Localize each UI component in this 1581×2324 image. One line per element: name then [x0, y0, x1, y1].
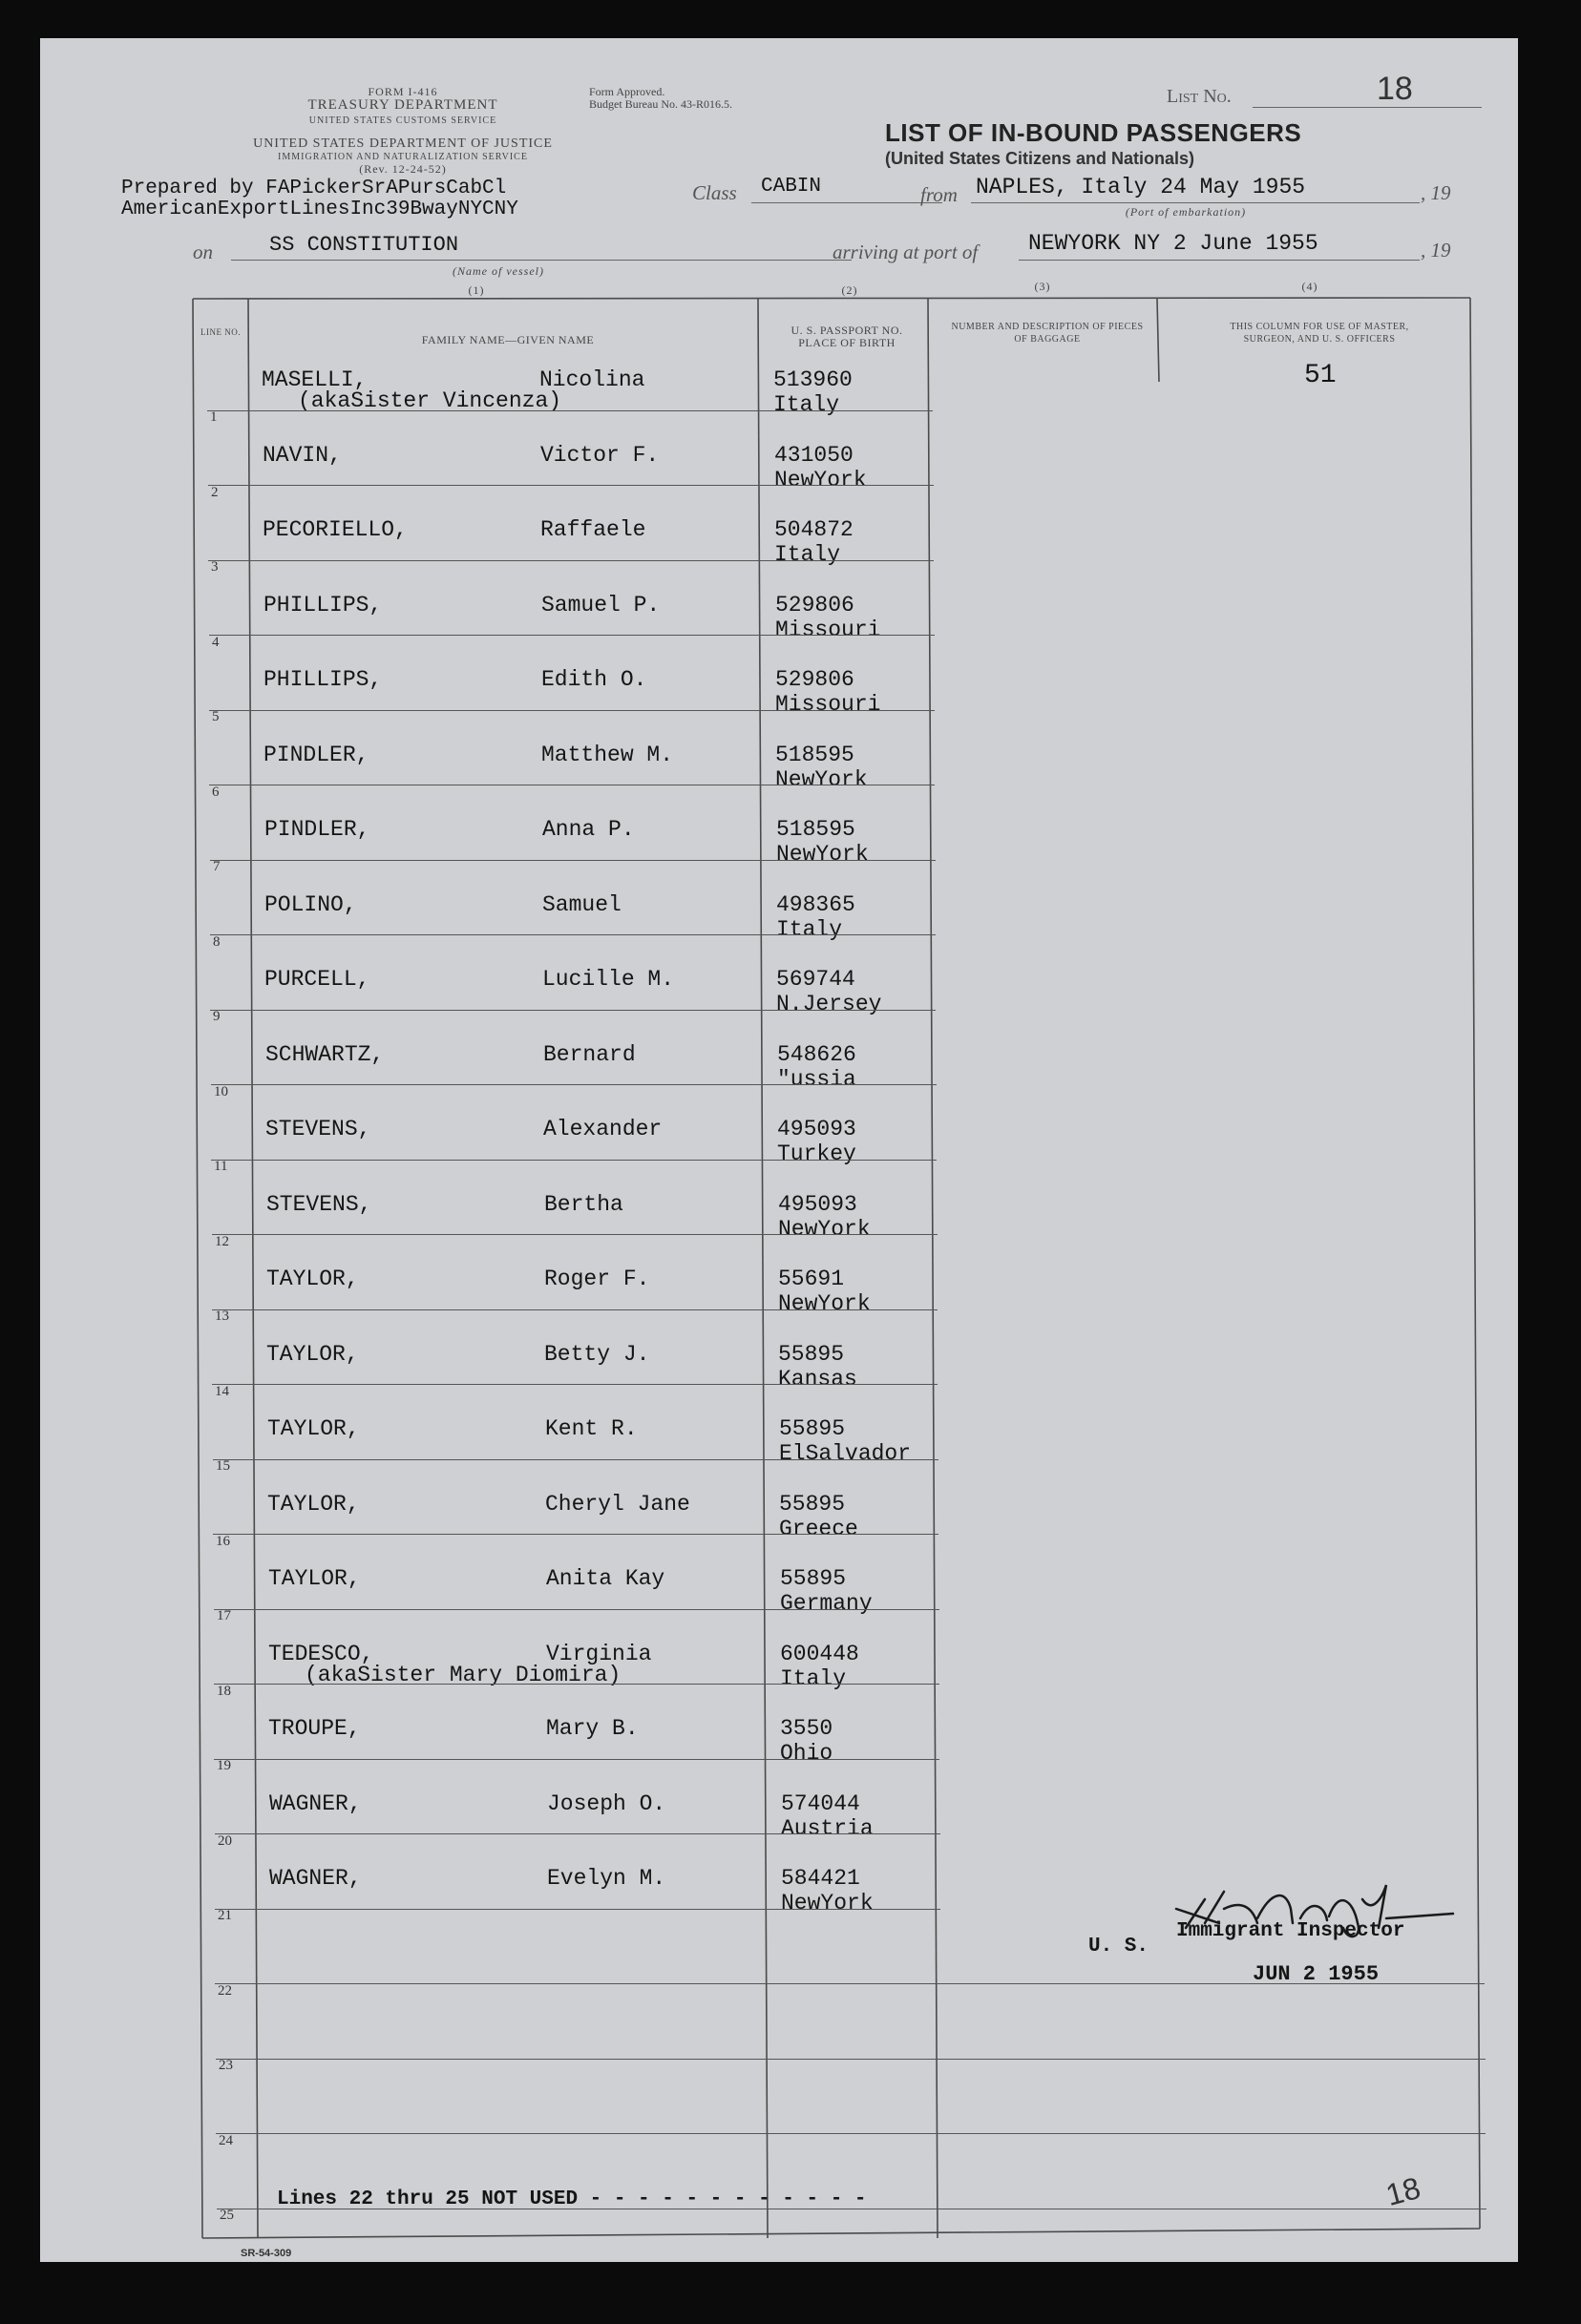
line-number: 10 [214, 1083, 228, 1099]
family-name: TAYLOR, [266, 1267, 359, 1291]
class-label: Class [692, 181, 737, 204]
line-number: 21 [218, 1908, 232, 1923]
line-number: 3 [211, 559, 219, 575]
from-label: from [920, 183, 958, 206]
birthplace: NewYork [778, 1291, 871, 1316]
family-name: PHILLIPS, [264, 592, 383, 618]
on-label: on [193, 241, 213, 263]
row-divider [208, 485, 934, 486]
line-number: 6 [212, 784, 220, 800]
manifest-page [40, 38, 1518, 2262]
passport-number: 504872 [774, 517, 854, 542]
family-name: PINDLER, [264, 742, 369, 767]
passport-number: 498365 [776, 891, 855, 917]
family-name: TEDESCO, [268, 1641, 374, 1666]
passport-number: 548626 [777, 1041, 856, 1067]
given-name: Kent R. [545, 1416, 638, 1441]
passport-number: 55691 [778, 1267, 845, 1291]
passport-number: 569744 [776, 967, 855, 992]
row-divider [216, 2133, 1486, 2134]
given-name: Cheryl Jane [545, 1491, 690, 1517]
line-number: 4 [212, 634, 220, 650]
ins-line: IMMIGRATION AND NATURALIZATION SERVICE [278, 152, 528, 162]
passport-number: 513960 [773, 367, 853, 392]
birthplace: Italy [773, 392, 840, 417]
line-number: 19 [217, 1758, 231, 1773]
col-num-3: (3) [1034, 280, 1051, 293]
customs-service: UNITED STATES CUSTOMS SERVICE [308, 115, 497, 126]
birthplace: Italy [776, 916, 843, 942]
header-passport: U. S. PASSPORT NO. PLACE OF BIRTH [790, 324, 903, 349]
family-name: SCHWARTZ, [265, 1041, 385, 1067]
form-approved: Form Approved. [589, 85, 665, 98]
given-name: Edith O. [541, 667, 647, 692]
passport-number: 518595 [775, 742, 854, 767]
page-title: LIST OF IN-BOUND PASSENGERS [885, 118, 1302, 147]
family-name: WAGNER, [269, 1790, 362, 1816]
row-divider [211, 1084, 937, 1085]
row-divider [214, 1759, 939, 1760]
family-name: STEVENS, [265, 1117, 371, 1141]
passport-number: 529806 [775, 592, 854, 618]
family-name: PURCELL, [264, 967, 370, 992]
given-name: Alexander [543, 1117, 663, 1141]
inspector-prefix: U. S. [1088, 1936, 1149, 1958]
not-used-note: Lines 22 thru 25 NOT USED - - - - - - - - - - - - [277, 2188, 867, 2210]
page-mark: 18 [1381, 2170, 1424, 2213]
birthplace: ElSalvador [779, 1441, 912, 1466]
list-no-label: List No. [1167, 86, 1232, 107]
given-name: Matthew M. [541, 742, 674, 767]
birthplace: Austria [781, 1815, 874, 1841]
budget-bureau: Budget Bureau No. 43-R016.5. [589, 97, 732, 111]
family-name: NAVIN, [263, 442, 342, 468]
row-divider [208, 560, 934, 561]
passport-number: 55895 [780, 1566, 847, 1591]
birthplace: Missouri [775, 692, 881, 717]
header-name: FAMILY NAME—GIVEN NAME [421, 333, 595, 346]
line-number: 15 [216, 1458, 230, 1474]
birthplace: Italy [780, 1665, 847, 1691]
line-number: 8 [213, 933, 221, 950]
line-number: 16 [216, 1533, 230, 1549]
line-number: 2 [211, 484, 219, 500]
line-number: 17 [217, 1608, 231, 1623]
given-name: Betty J. [544, 1341, 650, 1367]
line-number: 7 [213, 859, 221, 874]
line-number: 22 [218, 1982, 232, 1999]
row-divider [215, 1909, 940, 1910]
aka-name: (akaSister Vincenza) [298, 388, 562, 413]
row-divider [212, 1234, 938, 1235]
row-divider [214, 1609, 939, 1610]
passport-number: 600448 [780, 1641, 859, 1666]
line-number: 23 [219, 2058, 233, 2073]
passport-number: 431050 [774, 442, 854, 468]
revision: (Rev. 12-24-52) [359, 162, 447, 176]
col-num-4: (4) [1301, 280, 1318, 293]
header-baggage: NUMBER AND DESCRIPTION OF PIECES OF BAGGAGE [951, 322, 1144, 345]
birthplace: N.Jersey [776, 992, 882, 1016]
prepared-by: Prepared by FAPickerSrAPursCabCl [121, 178, 507, 199]
passport-number: 3550 [780, 1716, 833, 1741]
family-name: MASELLI, [262, 367, 368, 392]
embarkation-port: NAPLES, Italy 24 May 1955 [976, 175, 1306, 199]
row-divider [215, 1833, 940, 1834]
row-divider [212, 1309, 938, 1310]
family-name: PECORIELLO, [263, 517, 408, 542]
birthplace: NewYork [778, 1216, 871, 1242]
class-value: CABIN [761, 176, 822, 198]
line-number: 12 [215, 1233, 229, 1249]
line-number: 9 [213, 1009, 221, 1024]
treasury-dept: TREASURY DEPARTMENT [307, 97, 498, 113]
doj-line: UNITED STATES DEPARTMENT OF JUSTICE [253, 136, 553, 151]
passport-number: 518595 [776, 817, 855, 842]
row-divider [210, 860, 936, 861]
col-num-2: (2) [841, 283, 858, 297]
birthplace: Missouri [775, 617, 881, 642]
birthplace: NewYork [781, 1891, 874, 1916]
row-divider [216, 2059, 1486, 2060]
row-divider [212, 1384, 938, 1385]
officer-note: 51 [1304, 361, 1337, 390]
passport-number: 55895 [779, 1416, 846, 1441]
given-name: Mary B. [546, 1716, 639, 1741]
row-divider [210, 1010, 936, 1011]
birthplace: NewYork [775, 766, 868, 792]
row-divider [211, 1160, 937, 1161]
row-divider [213, 1459, 938, 1460]
row-divider [207, 410, 933, 411]
given-name: Evelyn M. [547, 1866, 666, 1891]
given-name: Samuel [542, 891, 622, 917]
row-divider [213, 1534, 938, 1535]
family-name: WAGNER, [269, 1866, 362, 1891]
row-divider [214, 1684, 939, 1685]
line-number: 25 [220, 2208, 234, 2223]
passport-number: 55895 [778, 1341, 845, 1367]
given-name: Samuel P. [541, 592, 661, 618]
family-name: TROUPE, [268, 1716, 361, 1741]
header-line-no: LINE NO. [200, 327, 241, 337]
line-number: 13 [215, 1309, 229, 1324]
embarkation-note: (Port of embarkation) [1125, 205, 1247, 219]
passport-number: 584421 [781, 1866, 860, 1891]
family-name: TAYLOR, [268, 1566, 361, 1591]
birthplace: "ussia [777, 1066, 856, 1092]
given-name: Lucille M. [542, 967, 675, 992]
inspection-date: JUN 2 1955 [1253, 1962, 1380, 1986]
birthplace: NewYork [776, 842, 869, 867]
birthplace: Kansas [778, 1366, 857, 1392]
birthplace: NewYork [774, 467, 867, 492]
footer-code: SR-54-309 [241, 2248, 292, 2259]
line-number: 24 [219, 2132, 233, 2148]
line-number: 18 [217, 1683, 231, 1699]
vessel-name: SS CONSTITUTION [269, 233, 459, 257]
birthplace: Italy [774, 542, 841, 567]
given-name: Bertha [544, 1191, 623, 1217]
line-number: 5 [212, 709, 220, 724]
family-name: STEVENS, [266, 1191, 372, 1217]
birthplace: Greece [779, 1516, 858, 1541]
year-suffix-arrival: , 19 [1421, 239, 1451, 262]
family-name: PHILLIPS, [264, 667, 383, 692]
vessel-note: (Name of vessel) [453, 264, 544, 278]
row-divider [209, 710, 935, 711]
passport-number: 574044 [781, 1790, 860, 1816]
line-number: 20 [218, 1832, 232, 1849]
year-suffix: , 19 [1421, 181, 1451, 204]
given-name: Victor F. [540, 442, 660, 468]
list-no-value: 18 [1377, 71, 1413, 107]
col-num-1: (1) [468, 283, 485, 297]
birthplace: Ohio [780, 1741, 833, 1766]
passport-number: 495093 [777, 1117, 856, 1141]
form-number: FORM I-416 [368, 85, 438, 98]
given-name: Virginia [546, 1641, 652, 1666]
given-name: Joseph O. [547, 1790, 666, 1816]
passport-number: 495093 [778, 1191, 857, 1217]
family-name: TAYLOR, [267, 1416, 360, 1441]
line-number: 14 [215, 1383, 229, 1399]
family-name: TAYLOR, [267, 1491, 360, 1517]
given-name: Nicolina [539, 367, 645, 392]
aka-name: (akaSister Mary Diomira) [305, 1662, 622, 1687]
line-number: 11 [214, 1159, 228, 1174]
page-subtitle: (United States Citizens and Nationals) [885, 149, 1195, 168]
header-officers: THIS COLUMN FOR USE OF MASTER, SURGEON, AND U. S. OFFICERS [1230, 322, 1409, 345]
given-name: Raffaele [540, 517, 646, 542]
given-name: Anna P. [542, 817, 635, 842]
arrival-port: NEWYORK NY 2 June 1955 [1028, 231, 1318, 256]
family-name: PINDLER, [264, 817, 370, 842]
row-divider [209, 635, 935, 636]
arriving-label: arriving at port of [833, 241, 979, 263]
line-number: 1 [210, 409, 218, 425]
family-name: TAYLOR, [266, 1341, 359, 1367]
given-name: Bernard [543, 1041, 636, 1067]
passport-number: 529806 [775, 667, 854, 692]
given-name: Anita Kay [546, 1566, 665, 1591]
prepared-company: AmericanExportLinesInc39BwayNYCNY [121, 199, 518, 220]
family-name: POLINO, [264, 891, 357, 917]
inspector-signature [1167, 1871, 1472, 1947]
passport-number: 55895 [779, 1491, 846, 1517]
inspector-title: Immigrant Inspector [1176, 1920, 1405, 1942]
row-divider [210, 934, 936, 935]
given-name: Roger F. [544, 1267, 650, 1291]
birthplace: Germany [780, 1591, 873, 1616]
birthplace: Turkey [777, 1141, 856, 1166]
